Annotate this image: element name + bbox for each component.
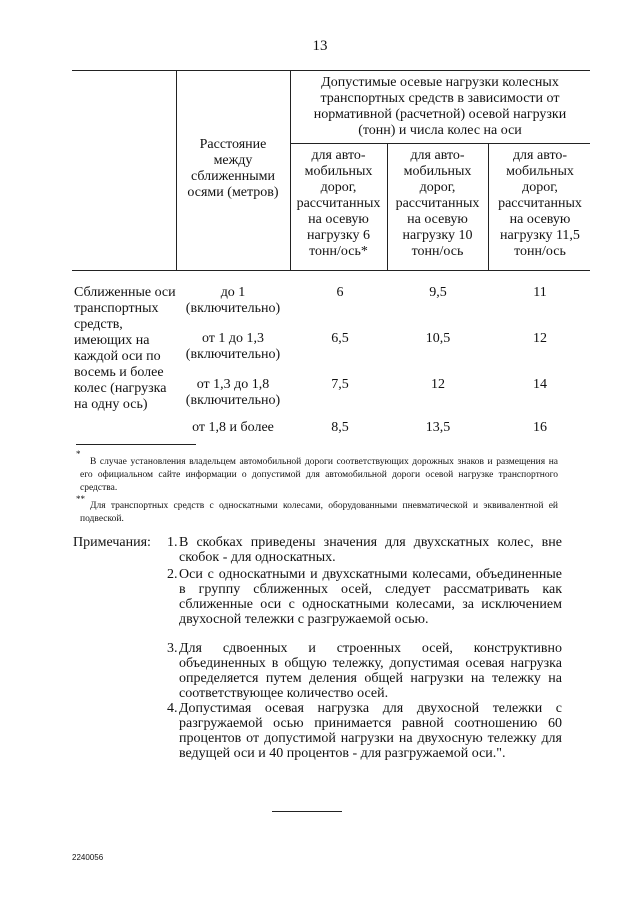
footnote-2-text: Для транспортных средств с односкатными колесами, оборудованными пневматической и эквивалентной ей подвеской. <box>80 501 558 524</box>
col-divider-4 <box>488 143 489 270</box>
note-3 <box>167 641 562 701</box>
table-header-bottom-line <box>72 270 590 271</box>
value-11-5t: 11 <box>533 285 547 300</box>
value-11-5t: 14 <box>533 377 547 392</box>
end-separator <box>272 811 342 812</box>
col-divider-1 <box>176 70 177 270</box>
note-text: Допустимая осевая нагрузка для двухосной тележки с разгружаемой осью принимается равной соотношению 60 процентов от допустимой нагрузки на двухосную тележку для ведущей оси и 40 процентов - для разгружаемой оси.". <box>179 701 562 761</box>
subheader-11-5t: для авто-мобильных дорог, рассчитанных на осевую нагрузку 11,5 тонн/ось <box>498 148 582 259</box>
col-divider-3 <box>387 143 388 270</box>
note-2 <box>167 567 562 627</box>
value-6t: 8,5 <box>331 420 349 435</box>
footnote-1-mark: * <box>76 449 81 459</box>
value-11-5t: 16 <box>533 420 547 435</box>
footnote-1-text: В случае установления владельцем автомобильной дороги соответствующих дорожных знаков и размещения на его официальном сайте информации о допустимой для автомобильной дороги осевой нагрузке транспортного средства. <box>80 457 558 493</box>
note-number: 3. <box>167 641 178 656</box>
subheader-6t: для авто-мобильных дорог, рассчитанных на осевую нагрузку 6 тонн/ось* <box>296 148 381 259</box>
subheader-10t: для авто-мобильных дорог, рассчитанных на осевую нагрузку 10 тонн/ось <box>395 148 480 259</box>
note-4 <box>167 701 562 761</box>
col-divider-2 <box>290 70 291 270</box>
value-6t: 6,5 <box>331 331 349 346</box>
subheader-top-line <box>290 143 590 144</box>
note-number: 4. <box>167 701 178 716</box>
note-text: Для сдвоенных и строенных осей, конструктивно объединенных в общую тележку, допустимая осевая нагрузка определяется путем деления общей нагрузки на тележку на соответствующее количество осей. <box>179 641 562 701</box>
footnote-2-mark: ** <box>76 494 85 504</box>
page-number: 13 <box>312 38 328 54</box>
distance-cell: от 1,3 до 1,8 (включительно) <box>185 377 281 408</box>
value-10t: 13,5 <box>425 420 451 435</box>
distance-cell: от 1,8 и более <box>192 420 274 435</box>
note-text: Оси с односкатными и двухскатными колесами, объединенные в группу сближенных осей, следует рассматривать как сближенные оси с односкатными колесами, за исключением двухосной тележки с разгружаемой осью. <box>179 567 562 627</box>
note-number: 1. <box>167 535 178 550</box>
notes-label: Примечания: <box>73 535 151 550</box>
load-group-header: Допустимые осевые нагрузки колесных транспортных средств в зависимости от нормативной (расчетной) осевой нагрузки (тонн) и числа колес на оси <box>313 75 567 138</box>
value-6t: 7,5 <box>331 377 349 392</box>
table-top-line <box>72 70 590 71</box>
value-10t: 10,5 <box>425 331 451 346</box>
distance-column-header: Расстояние между сближенными осями (метров) <box>187 137 279 200</box>
distance-cell: до 1 (включительно) <box>185 285 281 316</box>
distance-cell: от 1 до 1,3 (включительно) <box>185 331 281 362</box>
value-11-5t: 12 <box>533 331 547 346</box>
note-1 <box>167 535 562 565</box>
value-10t: 12 <box>431 377 445 392</box>
value-10t: 9,5 <box>429 285 447 300</box>
value-6t: 6 <box>336 285 344 300</box>
document-code: 2240056 <box>72 853 104 862</box>
note-number: 2. <box>167 567 178 582</box>
row-label: Сближенные оси транспортных средств, имеющих на каждой оси по восемь и более колес (нагрузка на одну ось) <box>74 285 176 412</box>
footnote-separator <box>76 444 196 445</box>
note-text: В скобках приведены значения для двухскатных колес, вне скобок - для односкатных. <box>179 535 562 565</box>
